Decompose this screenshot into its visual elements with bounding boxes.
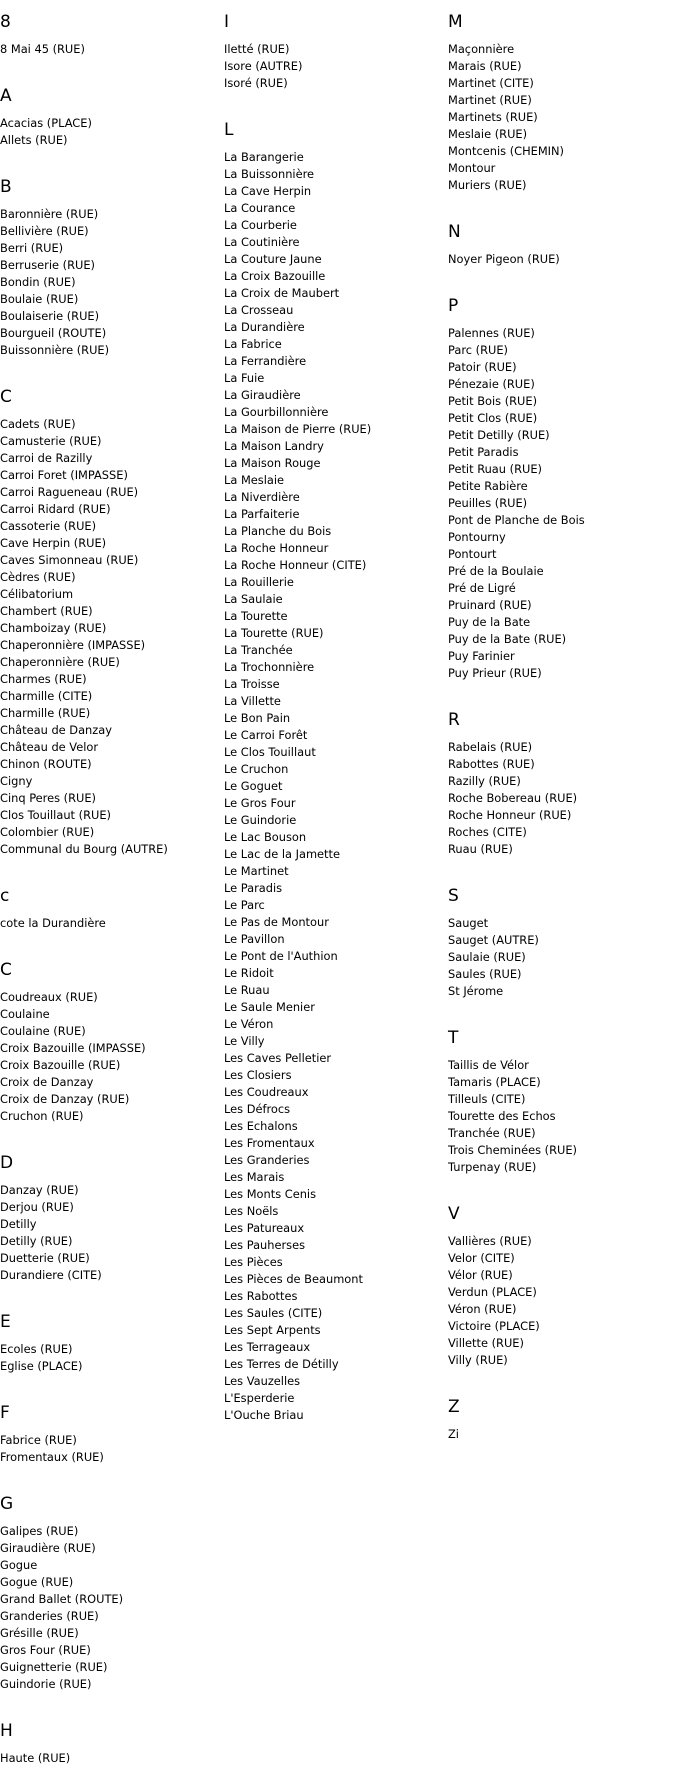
street-name: Le Goguet	[224, 779, 283, 793]
street-list	[448, 325, 668, 682]
street-list	[0, 1432, 220, 1466]
street-name: La Tourette (RUE)	[224, 626, 324, 640]
street-name: Detilly	[0, 1217, 37, 1231]
street-name: La Buissonnière	[224, 167, 315, 181]
street-name: Véron (RUE)	[448, 1302, 517, 1316]
street-name: La Cave Herpin	[224, 184, 312, 198]
section-letter-heading: C	[0, 387, 12, 407]
street-name: Cassoterie (RUE)	[0, 519, 97, 533]
street-name: Les Granderies	[224, 1153, 310, 1167]
street-name: Peuilles (RUE)	[448, 496, 528, 510]
street-name: Zi	[448, 1427, 459, 1441]
street-list	[0, 1182, 220, 1284]
street-name: La Ferrandière	[224, 354, 307, 368]
street-name: Le Villy	[224, 1034, 265, 1048]
section-letter-heading: B	[0, 177, 12, 197]
street-list	[0, 1523, 220, 1693]
street-name: Palennes (RUE)	[448, 326, 535, 340]
letter-section	[448, 1202, 668, 1395]
street-name: Grésille (RUE)	[0, 1626, 79, 1640]
street-name: Razilly (RUE)	[448, 774, 521, 788]
street-name: Le Ridoit	[224, 966, 274, 980]
street-name: Marais (RUE)	[448, 59, 522, 73]
street-name: Pont de Planche de Bois	[448, 513, 585, 527]
street-name: Le Martinet	[224, 864, 289, 878]
street-name: Baronnière (RUE)	[0, 207, 99, 221]
section-letter-heading: C	[0, 960, 12, 980]
letter-section	[0, 1151, 220, 1310]
street-name: La Courberie	[224, 218, 297, 232]
letter-section	[0, 1719, 220, 1767]
street-name: Les Monts Cenis	[224, 1187, 317, 1201]
street-name: Eglise (PLACE)	[0, 1359, 83, 1373]
street-name: Le Clos Touillaut	[224, 745, 316, 759]
section-letter-heading: H	[0, 1721, 13, 1741]
street-name: Patoir (RUE)	[448, 360, 517, 374]
street-name: Buissonnière (RUE)	[0, 343, 110, 357]
street-name: Coudreaux (RUE)	[0, 990, 98, 1004]
section-letter-heading: E	[0, 1312, 11, 1332]
street-name: Isore (AUTRE)	[224, 59, 303, 73]
section-spacer	[448, 194, 668, 220]
section-spacer	[0, 1284, 220, 1310]
section-letter-heading: N	[448, 222, 461, 242]
street-name: Le Gros Four	[224, 796, 296, 810]
street-name: Isoré (RUE)	[224, 76, 288, 90]
street-name: Le Lac de la Jamette	[224, 847, 340, 861]
street-name: Iletté (RUE)	[224, 42, 290, 56]
street-name: Victoire (PLACE)	[448, 1319, 540, 1333]
street-name: La Troisse	[224, 677, 280, 691]
street-name: Pré de la Boulaie	[448, 564, 544, 578]
letter-section	[224, 118, 444, 1424]
street-name: La Gourbillonnière	[224, 405, 329, 419]
street-name: Les Echalons	[224, 1119, 298, 1133]
street-name: Chambert (RUE)	[0, 604, 93, 618]
street-name: Le Carroi Forêt	[224, 728, 308, 742]
street-name: Ruau (RUE)	[448, 842, 513, 856]
letter-section	[0, 884, 220, 958]
street-name: Gros Four (RUE)	[0, 1643, 91, 1657]
street-name: Chaperonnière (RUE)	[0, 655, 120, 669]
street-name: Galipes (RUE)	[0, 1524, 79, 1538]
street-name: Villy (RUE)	[448, 1353, 508, 1367]
street-name: Le Saule Menier	[224, 1000, 315, 1014]
street-name: Les Closiers	[224, 1068, 292, 1082]
street-name: La Couture Jaune	[224, 252, 322, 266]
section-spacer	[0, 1693, 220, 1719]
street-list	[448, 251, 668, 268]
section-letter-heading: L	[224, 120, 234, 140]
street-name: Acacias (PLACE)	[0, 116, 92, 130]
street-name: Roche Honneur (RUE)	[448, 808, 572, 822]
street-name: La Roche Honneur	[224, 541, 329, 555]
section-letter-heading: Z	[448, 1397, 460, 1417]
street-name: Pruinard (RUE)	[448, 598, 532, 612]
street-name: Cèdres (RUE)	[0, 570, 76, 584]
street-name: Puy de la Bate	[448, 615, 531, 629]
street-list	[0, 41, 220, 58]
street-name: Rabelais (RUE)	[448, 740, 533, 754]
street-name: La Fabrice	[224, 337, 282, 351]
street-list	[224, 149, 444, 1424]
street-name: Petit Clos (RUE)	[448, 411, 538, 425]
street-name: Les Terres de Détilly	[224, 1357, 339, 1371]
street-name: Cinq Peres (RUE)	[0, 791, 96, 805]
street-name: Puy Farinier	[448, 649, 515, 663]
street-name: Les Marais	[224, 1170, 285, 1184]
street-name: Gogue	[0, 1558, 38, 1572]
street-name: Petit Detilly (RUE)	[448, 428, 550, 442]
section-letter-heading: P	[448, 296, 459, 316]
section-letter-heading: c	[0, 886, 10, 906]
letter-section	[448, 708, 668, 884]
street-name: Château de Velor	[0, 740, 99, 754]
street-name: Duetterie (RUE)	[0, 1251, 90, 1265]
street-name: Tourette des Echos	[448, 1109, 556, 1123]
street-name: Clos Touillaut (RUE)	[0, 808, 111, 822]
street-name: Les Noëls	[224, 1204, 279, 1218]
street-name: Cigny	[0, 774, 33, 788]
street-list	[448, 41, 668, 194]
section-spacer	[448, 1369, 668, 1395]
street-name: Les Pièces	[224, 1255, 283, 1269]
street-name: Le Pas de Montour	[224, 915, 329, 929]
letter-section	[224, 10, 444, 118]
section-letter-heading: D	[0, 1153, 14, 1173]
section-letter-heading: G	[0, 1494, 14, 1514]
street-list	[0, 115, 220, 149]
street-name: La Durandière	[224, 320, 305, 334]
street-name: Cruchon (RUE)	[0, 1109, 84, 1123]
street-name: Vélor (RUE)	[448, 1268, 513, 1282]
section-letter-heading: T	[448, 1028, 459, 1048]
section-spacer	[448, 1176, 668, 1202]
street-name: Carroi de Razilly	[0, 451, 93, 465]
section-spacer	[448, 1000, 668, 1026]
letter-section	[448, 1026, 668, 1202]
street-name: Saules (RUE)	[448, 967, 522, 981]
street-name: La Maison Landry	[224, 439, 324, 453]
street-name: Cave Herpin (RUE)	[0, 536, 107, 550]
street-name: Bondin (RUE)	[0, 275, 76, 289]
street-name: Danzay (RUE)	[0, 1183, 79, 1197]
street-name: Caves Simonneau (RUE)	[0, 553, 139, 567]
section-spacer	[448, 858, 668, 884]
street-name: Croix Bazouille (IMPASSE)	[0, 1041, 146, 1055]
street-name: Petit Paradis	[448, 445, 519, 459]
section-spacer	[0, 1466, 220, 1492]
street-name: Carroi Foret (IMPASSE)	[0, 468, 128, 482]
street-name: L'Esperderie	[224, 1391, 295, 1405]
street-name: Le Pavillon	[224, 932, 285, 946]
section-spacer	[448, 268, 668, 294]
street-list	[448, 1233, 668, 1369]
street-name: Les Rabottes	[224, 1289, 298, 1303]
street-name: Trois Cheminées (RUE)	[448, 1143, 577, 1157]
street-name: Roche Bobereau (RUE)	[448, 791, 578, 805]
street-name: Les Saules (CITE)	[224, 1306, 323, 1320]
street-name: Colombier (RUE)	[0, 825, 95, 839]
street-name: Le Guindorie	[224, 813, 297, 827]
letter-section	[448, 220, 668, 294]
street-name: Gogue (RUE)	[0, 1575, 74, 1589]
section-letter-heading: A	[0, 86, 12, 106]
section-spacer	[0, 149, 220, 175]
street-name: La Croix de Maubert	[224, 286, 340, 300]
street-list	[448, 915, 668, 1000]
street-name: Le Ruau	[224, 983, 270, 997]
letter-section	[448, 294, 668, 708]
street-name: Boulaiserie (RUE)	[0, 309, 100, 323]
street-name: Derjou (RUE)	[0, 1200, 74, 1214]
letter-section	[0, 1401, 220, 1492]
street-name: Roches (CITE)	[448, 825, 527, 839]
street-name: Martinet (CITE)	[448, 76, 534, 90]
street-name: Fromentaux (RUE)	[0, 1450, 104, 1464]
street-name: Haute (RUE)	[0, 1751, 71, 1765]
street-name: Sauget (AUTRE)	[448, 933, 539, 947]
letter-section	[0, 1310, 220, 1401]
street-name: Turpenay (RUE)	[448, 1160, 537, 1174]
street-name: Cadets (RUE)	[0, 417, 76, 431]
street-name: Chinon (ROUTE)	[0, 757, 92, 771]
street-name: Rabottes (RUE)	[448, 757, 535, 771]
street-name: Les Pièces de Beaumont	[224, 1272, 363, 1286]
street-name: Célibatorium	[0, 587, 74, 601]
street-list	[0, 1341, 220, 1375]
street-name: La Parfaiterie	[224, 507, 300, 521]
street-list	[448, 739, 668, 858]
street-name: Boulaie (RUE)	[0, 292, 79, 306]
street-name: Le Bon Pain	[224, 711, 291, 725]
section-spacer	[0, 858, 220, 884]
street-name: La Roche Honneur (CITE)	[224, 558, 367, 572]
street-name: La Maison Rouge	[224, 456, 321, 470]
street-name: Parc (RUE)	[448, 343, 508, 357]
street-name: Chamboizay (RUE)	[0, 621, 107, 635]
street-name: La Maison de Pierre (RUE)	[224, 422, 372, 436]
street-name: Camusterie (RUE)	[0, 434, 102, 448]
street-name: La Planche du Bois	[224, 524, 332, 538]
street-name: Croix Bazouille (RUE)	[0, 1058, 121, 1072]
section-spacer	[0, 58, 220, 84]
street-name: Fabrice (RUE)	[0, 1433, 77, 1447]
street-name: Martinets (RUE)	[448, 110, 538, 124]
section-letter-heading: S	[448, 886, 459, 906]
street-name: La Rouillerie	[224, 575, 294, 589]
street-name: Maçonnière	[448, 42, 515, 56]
street-name: La Fuie	[224, 371, 265, 385]
street-name: Noyer Pigeon (RUE)	[448, 252, 560, 266]
street-name: Puy de la Bate (RUE)	[448, 632, 567, 646]
street-list	[0, 416, 220, 858]
street-name: Petite Rabière	[448, 479, 528, 493]
letter-section	[0, 175, 220, 385]
street-name: Croix de Danzay (RUE)	[0, 1092, 130, 1106]
letter-section	[0, 958, 220, 1151]
street-name: Pontourny	[448, 530, 506, 544]
street-name: Le Cruchon	[224, 762, 289, 776]
street-name: Les Défrocs	[224, 1102, 291, 1116]
street-index-column-1	[0, 10, 220, 1767]
street-name: Grand Ballet (ROUTE)	[0, 1592, 124, 1606]
street-name: Guignetterie (RUE)	[0, 1660, 108, 1674]
section-letter-heading: V	[448, 1204, 460, 1224]
street-name: Le Pont de l'Authion	[224, 949, 338, 963]
street-name: La Saulaie	[224, 592, 283, 606]
street-list	[0, 1750, 220, 1767]
street-name: La Giraudière	[224, 388, 301, 402]
street-name: Bellivière (RUE)	[0, 224, 89, 238]
street-name: La Barangerie	[224, 150, 304, 164]
street-name: La Coutinière	[224, 235, 300, 249]
letter-section	[448, 884, 668, 1026]
street-name: L'Ouche Briau	[224, 1408, 304, 1422]
street-name: Les Coudreaux	[224, 1085, 309, 1099]
street-list	[0, 206, 220, 359]
section-spacer	[448, 682, 668, 708]
street-name: Les Sept Arpents	[224, 1323, 321, 1337]
street-name: Château de Danzay	[0, 723, 112, 737]
street-index-column-3	[448, 10, 668, 1443]
street-name: La Croix Bazouille	[224, 269, 326, 283]
street-name: Muriers (RUE)	[448, 178, 527, 192]
street-name: Les Terrageaux	[224, 1340, 311, 1354]
street-name: Le Paradis	[224, 881, 283, 895]
street-name: La Villette	[224, 694, 281, 708]
street-name: Petit Bois (RUE)	[448, 394, 538, 408]
letter-section	[448, 10, 668, 220]
street-name: Charmille (CITE)	[0, 689, 93, 703]
street-name: Pré de Ligré	[448, 581, 516, 595]
street-name: Detilly (RUE)	[0, 1234, 73, 1248]
letter-section	[0, 10, 220, 84]
street-name: Saulaie (RUE)	[448, 950, 526, 964]
street-name: Les Pauherses	[224, 1238, 306, 1252]
section-letter-heading: 8	[0, 12, 11, 32]
section-spacer	[0, 932, 220, 958]
street-name: La Trochonnière	[224, 660, 315, 674]
section-spacer	[224, 92, 444, 118]
letter-section	[0, 1492, 220, 1719]
section-letter-heading: F	[0, 1403, 10, 1423]
street-name: Verdun (PLACE)	[448, 1285, 537, 1299]
section-spacer	[0, 1125, 220, 1151]
street-name: Communal du Bourg (AUTRE)	[0, 842, 168, 856]
street-list	[224, 41, 444, 92]
street-list	[448, 1057, 668, 1176]
street-name: Velor (CITE)	[448, 1251, 515, 1265]
street-name: Giraudière (RUE)	[0, 1541, 96, 1555]
street-name: Puy Prieur (RUE)	[448, 666, 542, 680]
street-name: St Jérome	[448, 984, 504, 998]
street-name: Tilleuls (CITE)	[448, 1092, 526, 1106]
street-name: Sauget	[448, 916, 489, 930]
street-name: Taillis de Vélor	[448, 1058, 529, 1072]
street-name: Charmes (RUE)	[0, 672, 87, 686]
street-name: Coulaine (RUE)	[0, 1024, 86, 1038]
street-name: Ecoles (RUE)	[0, 1342, 73, 1356]
street-list	[0, 989, 220, 1125]
street-name: Petit Ruau (RUE)	[448, 462, 542, 476]
street-name: Le Parc	[224, 898, 265, 912]
letter-section	[448, 1395, 668, 1443]
street-list	[448, 1426, 668, 1443]
street-name: Martinet (RUE)	[448, 93, 532, 107]
street-name: Montour	[448, 161, 496, 175]
letter-section	[0, 84, 220, 175]
street-name: Carroi Ragueneau (RUE)	[0, 485, 139, 499]
street-name: Bourgueil (ROUTE)	[0, 326, 107, 340]
street-name: Le Véron	[224, 1017, 274, 1031]
street-index-column-2	[224, 10, 444, 1424]
street-name: La Tourette	[224, 609, 288, 623]
street-name: Allets (RUE)	[0, 133, 68, 147]
letter-section	[0, 385, 220, 884]
street-name: La Courance	[224, 201, 296, 215]
street-list	[0, 915, 220, 932]
street-name: cote la Durandière	[0, 916, 106, 930]
street-name: Chaperonnière (IMPASSE)	[0, 638, 146, 652]
street-name: La Niverdière	[224, 490, 300, 504]
street-name: Berruserie (RUE)	[0, 258, 95, 272]
section-letter-heading: R	[448, 710, 460, 730]
section-letter-heading: I	[224, 12, 230, 32]
street-name: Berri (RUE)	[0, 241, 64, 255]
street-name: Tranchée (RUE)	[448, 1126, 536, 1140]
street-name: Villette (RUE)	[448, 1336, 524, 1350]
street-name: Coulaine	[0, 1007, 50, 1021]
street-name: La Crosseau	[224, 303, 294, 317]
street-name: Le Lac Bouson	[224, 830, 307, 844]
street-name: Guindorie (RUE)	[0, 1677, 92, 1691]
street-name: Pontourt	[448, 547, 497, 561]
street-name: Les Patureaux	[224, 1221, 305, 1235]
street-name: Pénezaie (RUE)	[448, 377, 535, 391]
street-name: Charmille (RUE)	[0, 706, 91, 720]
street-name: Meslaie (RUE)	[448, 127, 528, 141]
section-spacer	[0, 1375, 220, 1401]
section-letter-heading: M	[448, 12, 463, 32]
street-name: Les Vauzelles	[224, 1374, 301, 1388]
street-name: Les Caves Pelletier	[224, 1051, 332, 1065]
street-name: Tamaris (PLACE)	[448, 1075, 541, 1089]
street-name: Carroi Ridard (RUE)	[0, 502, 111, 516]
street-name: Vallières (RUE)	[448, 1234, 532, 1248]
street-name: Croix de Danzay	[0, 1075, 94, 1089]
street-name: La Meslaie	[224, 473, 285, 487]
street-name: 8 Mai 45 (RUE)	[0, 42, 85, 56]
street-name: La Tranchée	[224, 643, 293, 657]
street-name: Granderies (RUE)	[0, 1609, 99, 1623]
street-name: Les Fromentaux	[224, 1136, 315, 1150]
street-name: Durandiere (CITE)	[0, 1268, 102, 1282]
street-name: Montcenis (CHEMIN)	[448, 144, 565, 158]
section-spacer	[0, 359, 220, 385]
